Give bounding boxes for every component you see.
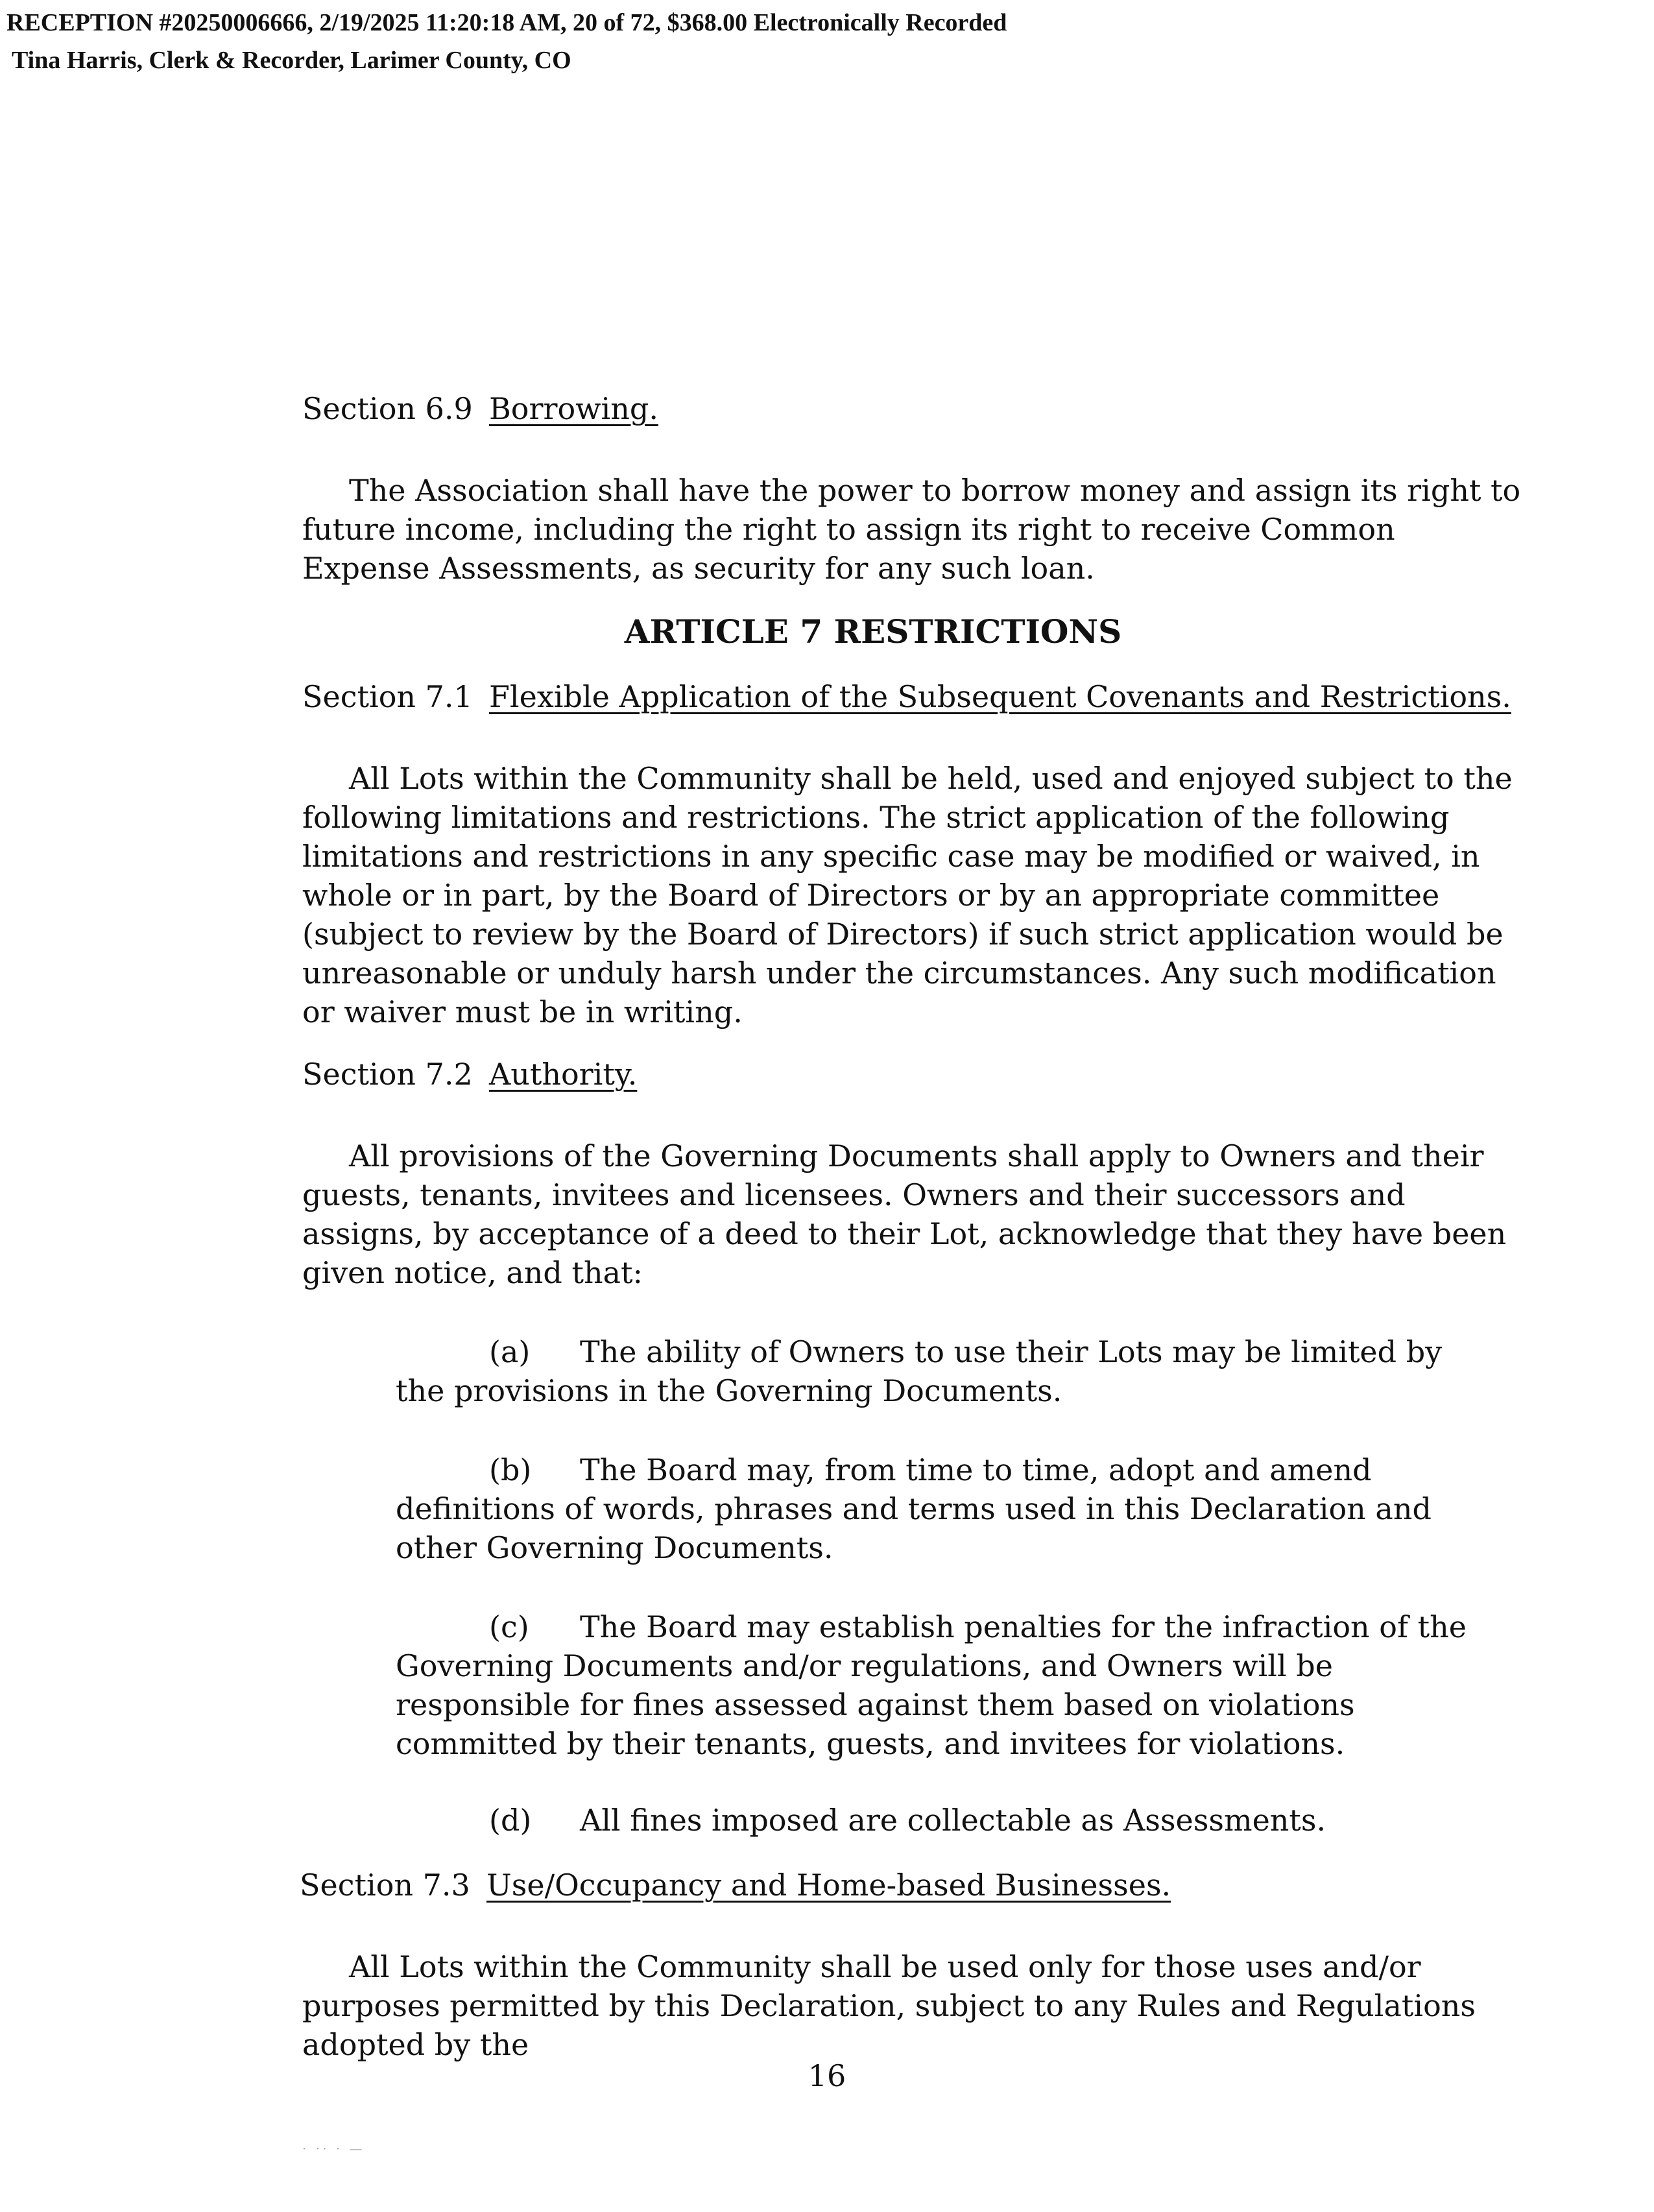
section-title: Borrowing.: [489, 391, 658, 426]
section-title: Flexible Application of the Subsequent Covenants and Restrictions.: [489, 679, 1511, 714]
list-item-label: (a): [489, 1334, 531, 1369]
section-6-9-heading: [302, 389, 1522, 428]
list-item-label: (c): [489, 1609, 529, 1644]
list-item-text: The ability of Owners to use their Lots may be limited by the provisions in the Governing Documents.: [396, 1334, 1443, 1408]
section-7-1-heading: [302, 677, 1522, 716]
list-item: [396, 1332, 1498, 1410]
recording-stamp-line-2: Tina Harris, Clerk & Recorder, Larimer County, CO: [12, 47, 571, 74]
list-item-text: The Board may, from time to time, adopt and amend definitions of words, phrases and terms used in this Declaration and other Governing Documents.: [396, 1452, 1432, 1565]
section-7-2-heading: [302, 1055, 1522, 1094]
scan-artifact: · ·· · —: [302, 2141, 365, 2156]
list-item-label: (d): [489, 1803, 532, 1838]
list-item: [396, 1607, 1498, 1763]
recording-stamp: [6, 4, 1007, 79]
page-number: 16: [808, 2058, 846, 2093]
list-item: [396, 1801, 1498, 1840]
section-title: Authority.: [489, 1057, 638, 1092]
section-number: Section 6.9: [302, 391, 473, 426]
section-7-1-body: All Lots within the Community shall be held, used and enjoyed subject to the following limitations and restrictions. The strict application of the following limitations and restrictions in any specific case may be modified or waived, in whole or in part, by the Board of Directors or by an appropriate committee (subject to review by the Board of Directors) if such strict application would be unreasonable or unduly harsh under the circumstances. Any such modification or waiver must be in writing.: [302, 761, 1513, 1029]
section-6-9-body: The Association shall have the power to borrow money and assign its right to future income, including the right to assign its right to receive Common Expense Assessments, as security for any such loan.: [302, 473, 1521, 586]
section-7-2-body: All provisions of the Governing Documents shall apply to Owners and their guests, tenants, invitees and licensees. Owners and their successors and assigns, by acceptance of a deed to their Lot, acknowledge that they have been given notice, and that:: [302, 1138, 1507, 1290]
section-number: Section 7.1: [302, 679, 473, 714]
article-7-heading: ARTICLE 7 RESTRICTIONS: [624, 612, 1122, 651]
list-item: [396, 1450, 1498, 1567]
section-7-3-body: All Lots within the Community shall be used only for those uses and/or purposes permitted by this Declaration, subject to any Rules and Regulations adopted by the: [302, 1949, 1476, 2062]
list-item-text: The Board may establish penalties for the infraction of the Governing Documents and/or regulations, and Owners will be responsible for fines assessed against them based on violations committed by their tenants, guests, and invitees for violations.: [396, 1609, 1467, 1761]
list-item-text: All fines imposed are collectable as Assessments.: [580, 1803, 1326, 1838]
list-item-label: (b): [489, 1452, 532, 1487]
document-body: [302, 389, 1522, 2064]
section-7-3-heading: [300, 1866, 1522, 1905]
section-number: Section 7.2: [302, 1057, 473, 1092]
section-title: Use/Occupancy and Home-based Businesses.: [486, 1868, 1171, 1903]
section-number: Section 7.3: [300, 1868, 470, 1903]
recording-stamp-line-1: RECEPTION #20250006666, 2/19/2025 11:20:18 AM, 20 of 72, $368.00 Electronically Recorded: [6, 9, 1007, 36]
